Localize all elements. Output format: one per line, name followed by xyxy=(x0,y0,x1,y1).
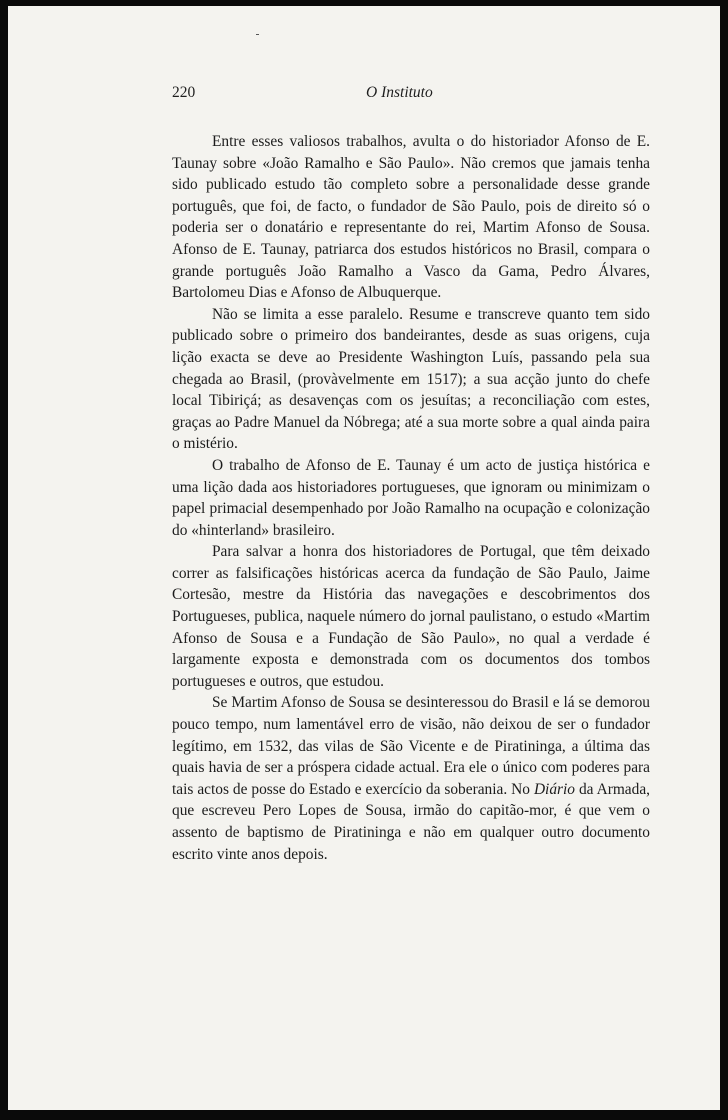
running-title: O Instituto xyxy=(366,84,433,101)
paragraph-2: Não se limita a esse paralelo. Resume e transcreve quanto tem sido publicado sobre o primeiro dos bandeirantes, desde as suas origens, cuja lição exacta se deve ao Presidente Washington Luís, passando pela sua chegada ao Brasil, (provàvelmente em 1517); a sua acção junto do chefe local Tibiriçá; as desavenças com os jesuítas; a reconciliação com estes, graças ao Padre Manuel da Nóbrega; até a sua morte sobre a qual ainda paira o mistério. xyxy=(172,305,650,453)
paragraph-5-tail-b: da Armada, que escreveu Pero Lopes de Sousa, irmão do capitão-mor, é que vem o assento de baptismo de Piratininga e não em qualquer outro documento escrito vinte anos depois. xyxy=(172,780,650,863)
body-text xyxy=(172,131,650,865)
paragraph-5-text: Se Martim Afonso de Sousa se desinteressou do Brasil e lá se demorou pouco tempo, num lamentável erro de visão, não deixou de ser o fundador legítimo, em 1532, das vilas de São Vicente e de Piratininga, a última das quais havia de ser a próspera cidade actual. Era ele o único com poderes para tais actos de posse do Estado e exercício da soberania. xyxy=(172,694,650,798)
paragraph-1: Entre esses valiosos trabalhos, avulta o do historiador Afonso de E. Taunay sobre «João Ramalho e São Paulo». Não cremos que jamais tenha sido publicado estudo tão completo sobre a personalidade desse grande português, que foi, de facto, o fundador de São Paulo, pois de direito só o poderia ser o donatário e representante do rei, Martim Afonso de Sousa. Afonso de E. Taunay, patriarca dos estudos históricos no Brasil, compara o grande português João Ramalho a Vasco da Gama, Pedro Álvares, Bartolomeu Dias e Afonso de Albuquerque. xyxy=(172,133,650,302)
paragraph-5 xyxy=(172,692,650,865)
paragraph-4: Para salvar a honra dos historiadores de Portugal, que têm deixado correr as falsificações históricas acerca da fundação de São Paulo, Jaime Cortesão, mestre da História das navegações e descobrimentos dos Portugueses, publica, naquele número do jornal paulistano, o estudo «Martim Afonso de Sousa e a Fundação de São Paulo», no qual a verdade é largamente exposta e demonstrada com os documentos dos tombos portugueses e outros, que estudou. xyxy=(172,543,650,690)
diario-italic: Diário xyxy=(533,780,575,798)
page-number: 220 xyxy=(172,84,196,101)
book-page xyxy=(8,6,720,1110)
page-header xyxy=(8,84,720,114)
paragraph-3: O trabalho de Afonso de E. Taunay é um acto de justiça histórica e uma lição dada aos historiadores portugueses, que ignoram ou minimizam o papel primacial desempenhado por João Ramalho na ocupação e colonização do «hinterland» brasileiro. xyxy=(172,456,650,539)
paragraph-5-tail-a: No xyxy=(507,780,534,798)
ink-mark xyxy=(256,34,259,35)
